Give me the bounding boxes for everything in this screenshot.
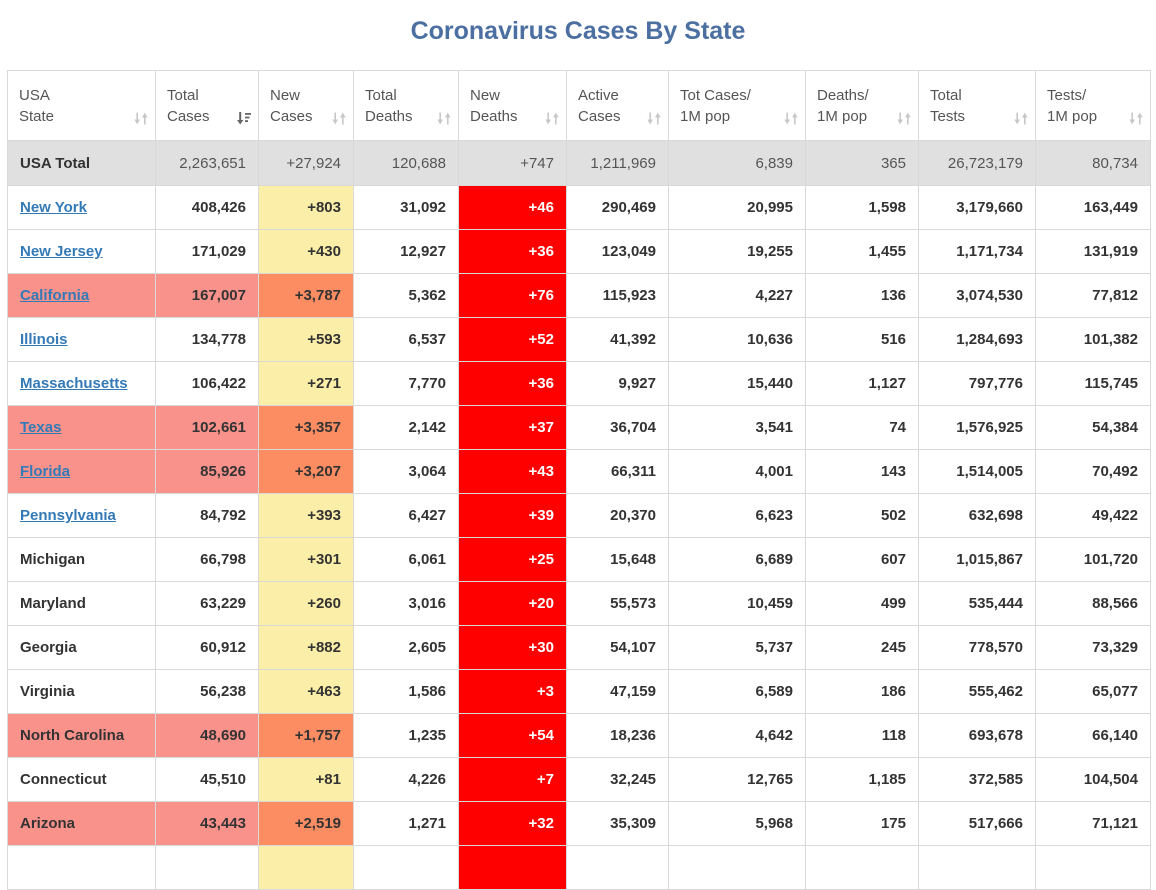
value-cell: +37 [459,406,567,450]
sort-toggle-icon [784,112,798,125]
value-cell: 245 [806,626,919,670]
value-cell: 101,382 [1036,318,1151,362]
table-row [8,362,1151,406]
sort-toggle-icon [1014,112,1028,125]
table-row [8,318,1151,362]
value-cell: +25 [459,538,567,582]
value-cell: 6,061 [354,538,459,582]
state-label: North Carolina [20,727,125,744]
value-cell: 56,238 [156,670,259,714]
value-cell: 85,926 [156,450,259,494]
value-cell: +393 [259,494,354,538]
value-cell: 71,121 [1036,802,1151,846]
value-cell: 1,185 [806,758,919,802]
value-cell: 7,770 [354,362,459,406]
table-row [8,141,1151,186]
value-cell: 131,919 [1036,230,1151,274]
header-line2: Cases [578,107,621,125]
state-label: USA Total [20,154,90,172]
page-title: Coronavirus Cases By State [410,17,746,45]
value-cell: 19,255 [669,230,806,274]
value-cell: 1,576,925 [919,406,1036,450]
state-cell [8,846,156,890]
value-cell: 32,245 [567,758,669,802]
column-header[interactable] [259,71,354,141]
value-cell: 43,443 [156,802,259,846]
state-link[interactable]: New Jersey [20,243,103,260]
value-cell [669,846,806,890]
value-cell: 3,016 [354,582,459,626]
value-cell: 797,776 [919,362,1036,406]
value-cell: +46 [459,186,567,230]
table-row [8,670,1151,714]
state-label: Maryland [20,595,86,612]
column-header[interactable] [919,71,1036,141]
value-cell: 3,074,530 [919,274,1036,318]
state-link[interactable]: California [20,287,90,304]
state-cell [8,538,156,582]
value-cell: 104,504 [1036,758,1151,802]
value-cell: 1,586 [354,670,459,714]
column-header[interactable] [459,71,567,141]
value-cell: 6,689 [669,538,806,582]
value-cell: 120,688 [354,141,459,186]
value-cell: +30 [459,626,567,670]
value-cell: 84,792 [156,494,259,538]
value-cell: 1,598 [806,186,919,230]
state-cell [8,230,156,274]
value-cell: 365 [806,141,919,186]
value-cell: 20,370 [567,494,669,538]
value-cell: 35,309 [567,802,669,846]
header-line2: Tests [930,107,966,125]
value-cell: 15,648 [567,538,669,582]
value-cell: 3,541 [669,406,806,450]
table-row [8,626,1151,670]
value-cell: 47,159 [567,670,669,714]
value-cell: 70,492 [1036,450,1151,494]
value-cell: 115,745 [1036,362,1151,406]
value-cell: 1,271 [354,802,459,846]
value-cell [354,846,459,890]
column-header[interactable] [1036,71,1151,141]
sort-toggle-icon [134,112,148,125]
value-cell: 73,329 [1036,626,1151,670]
value-cell: 88,566 [1036,582,1151,626]
coronavirus-cases-table [7,70,1151,890]
state-cell [8,582,156,626]
value-cell: 15,440 [669,362,806,406]
value-cell: 9,927 [567,362,669,406]
value-cell: 372,585 [919,758,1036,802]
value-cell [567,846,669,890]
value-cell: 66,140 [1036,714,1151,758]
state-cell [8,802,156,846]
value-cell: 6,623 [669,494,806,538]
value-cell: 18,236 [567,714,669,758]
value-cell: 408,426 [156,186,259,230]
value-cell: 535,444 [919,582,1036,626]
table-row [8,274,1151,318]
header-line1: New [270,86,301,104]
table-row [8,714,1151,758]
header-line2: 1M pop [817,107,868,125]
state-link[interactable]: Florida [20,463,71,480]
sort-desc-active-icon [237,112,251,125]
table-row [8,494,1151,538]
value-cell: +36 [459,230,567,274]
state-label: Connecticut [20,771,107,788]
value-cell: 5,968 [669,802,806,846]
header-line2: State [19,107,55,125]
value-cell: 77,812 [1036,274,1151,318]
value-cell: 115,923 [567,274,669,318]
value-cell: +52 [459,318,567,362]
header-line2: Deaths [470,107,518,125]
header-line2: 1M pop [1047,107,1098,125]
value-cell: +20 [459,582,567,626]
header-line2: Cases [167,107,210,125]
value-cell [156,846,259,890]
table-row [8,758,1151,802]
value-cell: 4,001 [669,450,806,494]
column-header[interactable] [8,71,156,141]
header-row [8,71,1151,141]
state-label: Arizona [20,815,76,832]
value-cell: 2,605 [354,626,459,670]
header-line1: Tests/ [1047,86,1087,104]
state-cell [8,186,156,230]
value-cell: 1,211,969 [567,141,669,186]
value-cell: +43 [459,450,567,494]
header-line1: Tot Cases/ [680,86,751,104]
value-cell: 516 [806,318,919,362]
value-cell: 136 [806,274,919,318]
value-cell: 607 [806,538,919,582]
value-cell [919,846,1036,890]
value-cell: +36 [459,362,567,406]
state-cell [8,450,156,494]
value-cell [806,846,919,890]
value-cell: 63,229 [156,582,259,626]
value-cell: 48,690 [156,714,259,758]
header-line2: 1M pop [680,107,731,125]
value-cell: 102,661 [156,406,259,450]
column-header[interactable] [567,71,669,141]
value-cell: +463 [259,670,354,714]
value-cell: +301 [259,538,354,582]
value-cell: 6,537 [354,318,459,362]
header-line1: Deaths/ [817,86,869,104]
value-cell: 10,636 [669,318,806,362]
sort-toggle-icon [897,112,911,125]
value-cell: 175 [806,802,919,846]
value-cell: 45,510 [156,758,259,802]
value-cell: 2,142 [354,406,459,450]
value-cell: +27,924 [259,141,354,186]
state-cell [8,626,156,670]
header-line1: Total [930,86,962,104]
value-cell: 106,422 [156,362,259,406]
state-cell [8,494,156,538]
value-cell: 65,077 [1036,670,1151,714]
state-link[interactable]: New York [20,199,87,216]
value-cell: +593 [259,318,354,362]
value-cell: 123,049 [567,230,669,274]
state-cell [8,670,156,714]
value-cell [459,846,567,890]
table-row [8,450,1151,494]
sort-toggle-icon [332,112,346,125]
value-cell: 12,765 [669,758,806,802]
value-cell: 41,392 [567,318,669,362]
value-cell: 26,723,179 [919,141,1036,186]
table-body [8,141,1151,890]
value-cell: 12,927 [354,230,459,274]
sort-toggle-icon [545,112,559,125]
value-cell: 1,284,693 [919,318,1036,362]
header-line1: USA [19,86,50,104]
column-header[interactable] [156,71,259,141]
table-row [8,230,1151,274]
state-link[interactable]: Illinois [20,331,68,348]
value-cell: 1,171,734 [919,230,1036,274]
value-cell [1036,846,1151,890]
value-cell: 1,127 [806,362,919,406]
table-row [8,538,1151,582]
value-cell: +32 [459,802,567,846]
value-cell: 66,311 [567,450,669,494]
value-cell: 4,642 [669,714,806,758]
value-cell: 5,362 [354,274,459,318]
table-row-partial [8,846,1151,890]
sort-toggle-icon [647,112,661,125]
state-label: Georgia [20,639,77,656]
state-link[interactable]: Pennsylvania [20,507,116,524]
value-cell: +54 [459,714,567,758]
value-cell: +39 [459,494,567,538]
value-cell: 55,573 [567,582,669,626]
value-cell: 36,704 [567,406,669,450]
state-cell [8,141,156,186]
value-cell: 101,720 [1036,538,1151,582]
state-label: Michigan [20,551,86,568]
value-cell: 4,227 [669,274,806,318]
state-cell [8,714,156,758]
table-row [8,186,1151,230]
state-label: Virginia [20,683,75,700]
value-cell: 6,427 [354,494,459,538]
header-line2: Cases [270,107,313,125]
value-cell: 290,469 [567,186,669,230]
value-cell: 163,449 [1036,186,1151,230]
value-cell: +260 [259,582,354,626]
value-cell: 4,226 [354,758,459,802]
value-cell: 1,015,867 [919,538,1036,582]
value-cell: 134,778 [156,318,259,362]
value-cell: 143 [806,450,919,494]
state-cell [8,758,156,802]
header-line1: Total [365,86,397,104]
value-cell: +7 [459,758,567,802]
value-cell: 778,570 [919,626,1036,670]
value-cell: 118 [806,714,919,758]
value-cell: 54,107 [567,626,669,670]
table-row [8,406,1151,450]
table-row [8,802,1151,846]
value-cell: 5,737 [669,626,806,670]
value-cell: 80,734 [1036,141,1151,186]
table-row [8,582,1151,626]
value-cell [259,846,354,890]
value-cell: 6,589 [669,670,806,714]
value-cell: 555,462 [919,670,1036,714]
value-cell: +3,787 [259,274,354,318]
value-cell: 1,514,005 [919,450,1036,494]
value-cell: 49,422 [1036,494,1151,538]
value-cell: 31,092 [354,186,459,230]
value-cell: 517,666 [919,802,1036,846]
value-cell: +3,357 [259,406,354,450]
value-cell: 1,455 [806,230,919,274]
state-cell [8,362,156,406]
state-link[interactable]: Massachusetts [20,375,128,392]
header-line1: Active [578,86,619,104]
value-cell: +2,519 [259,802,354,846]
value-cell: 60,912 [156,626,259,670]
value-cell: 502 [806,494,919,538]
value-cell: 171,029 [156,230,259,274]
value-cell: +76 [459,274,567,318]
value-cell: +3,207 [259,450,354,494]
value-cell: +430 [259,230,354,274]
sort-toggle-icon [437,112,451,125]
value-cell: 186 [806,670,919,714]
value-cell: 2,263,651 [156,141,259,186]
value-cell: 3,064 [354,450,459,494]
value-cell: 1,235 [354,714,459,758]
header-line2: Deaths [365,107,413,125]
column-header[interactable] [669,71,806,141]
value-cell: +3 [459,670,567,714]
column-header[interactable] [354,71,459,141]
state-cell [8,274,156,318]
value-cell: 54,384 [1036,406,1151,450]
value-cell: 74 [806,406,919,450]
header-line1: Total [167,86,199,104]
value-cell: +747 [459,141,567,186]
value-cell: +1,757 [259,714,354,758]
value-cell: 632,698 [919,494,1036,538]
value-cell: +882 [259,626,354,670]
value-cell: +81 [259,758,354,802]
state-link[interactable]: Texas [20,419,62,436]
sort-toggle-icon [1129,112,1143,125]
value-cell: 10,459 [669,582,806,626]
value-cell: 6,839 [669,141,806,186]
value-cell: +803 [259,186,354,230]
header-line1: New [470,86,501,104]
value-cell: 20,995 [669,186,806,230]
value-cell: 3,179,660 [919,186,1036,230]
value-cell: +271 [259,362,354,406]
value-cell: 167,007 [156,274,259,318]
value-cell: 693,678 [919,714,1036,758]
value-cell: 66,798 [156,538,259,582]
state-cell [8,318,156,362]
column-header[interactable] [806,71,919,141]
value-cell: 499 [806,582,919,626]
state-cell [8,406,156,450]
